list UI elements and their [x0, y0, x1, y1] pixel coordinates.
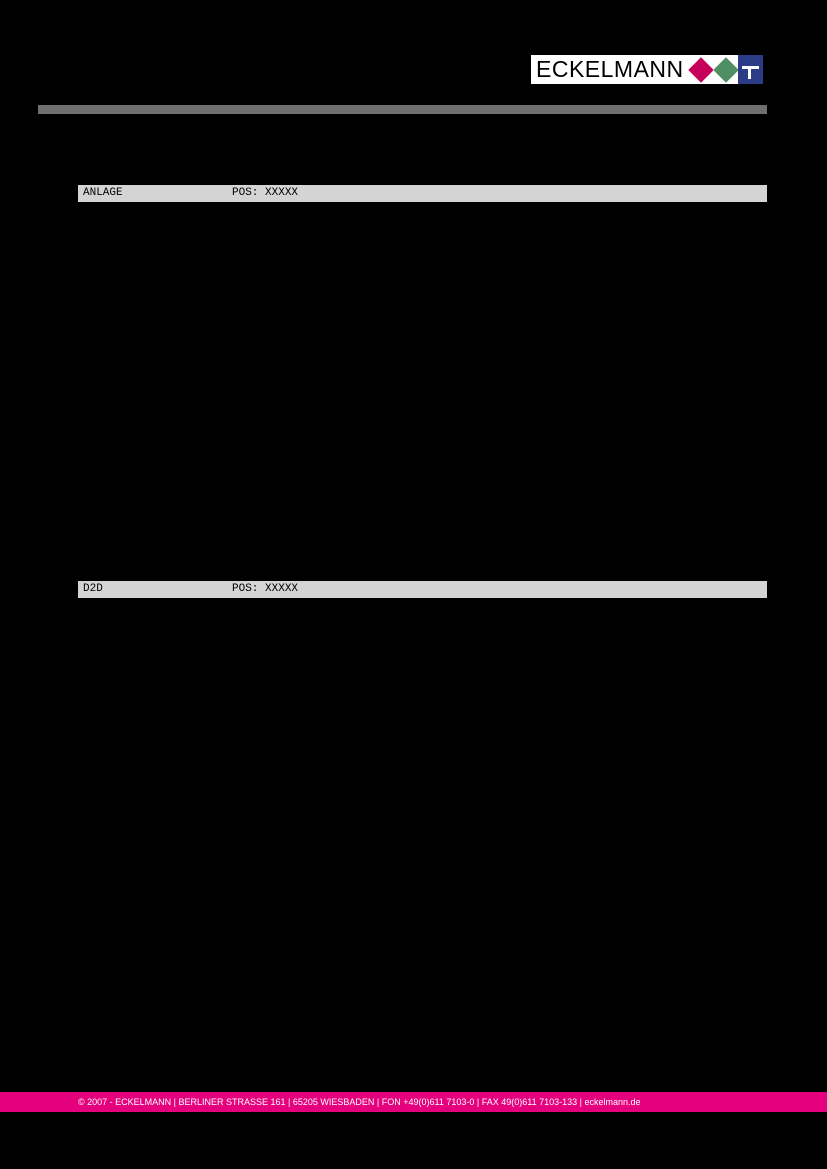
section-title-d2d: D2D [83, 583, 103, 595]
block-blue-icon [738, 55, 763, 84]
logo-wordmark: ECKELMANN [531, 55, 688, 84]
diamond-pink-icon [688, 55, 713, 84]
section-header-d2d [78, 581, 767, 598]
section-pos-anlage: POS: XXXXX [232, 187, 299, 199]
section-header-anlage [78, 185, 767, 202]
section-pos-d2d: POS: XXXXX [232, 583, 299, 595]
diamond-green-icon [713, 55, 738, 84]
section-title-anlage: ANLAGE [83, 187, 123, 199]
header-divider [38, 105, 767, 114]
logo-marks [688, 55, 763, 84]
footer-text: © 2007 - ECKELMANN | BERLINER STRASSE 161 | 65205 WIESBADEN | FON +49(0)611 7103-0 | FAX 49(0)611 7103-133 | eckelmann.de [78, 1097, 641, 1107]
eckelmann-logo [531, 55, 767, 84]
